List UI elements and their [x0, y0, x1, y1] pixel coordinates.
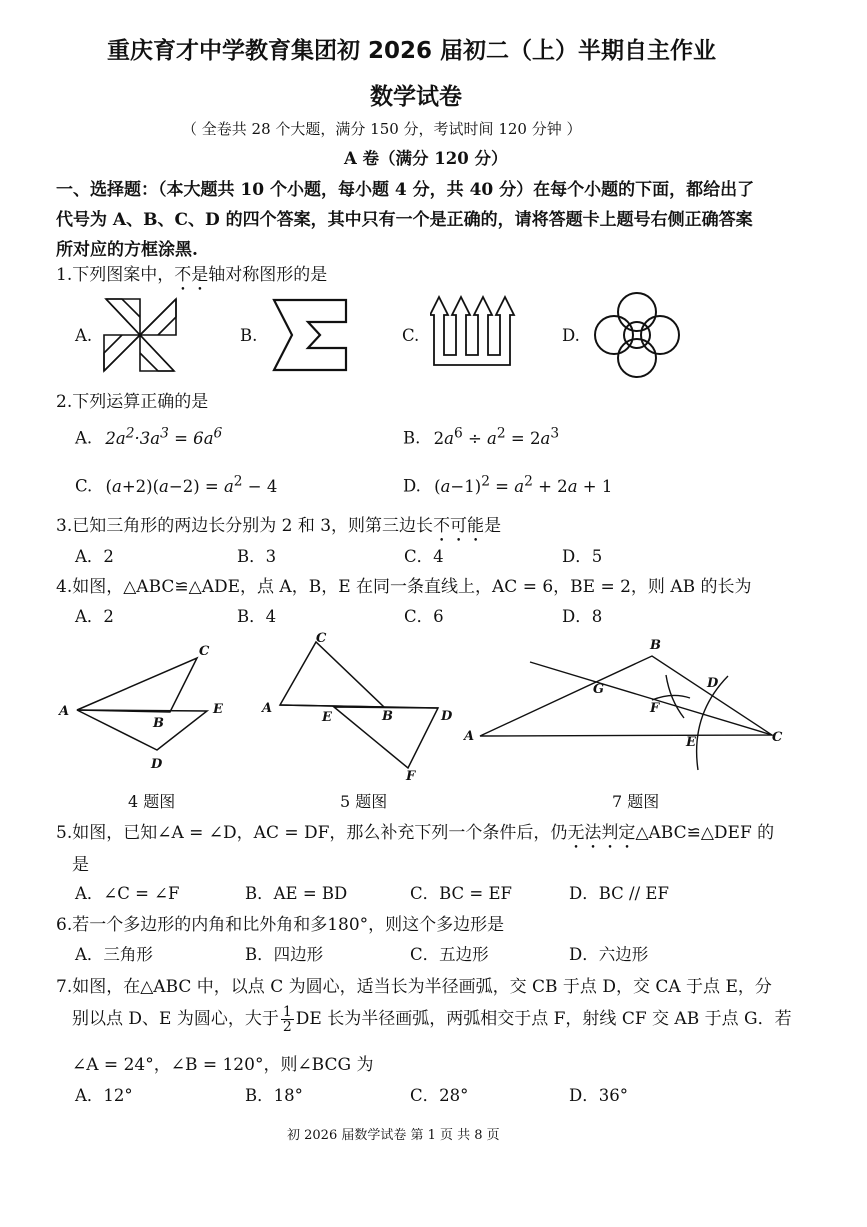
q1-label-b: B. [240, 326, 258, 345]
trident-figure [430, 293, 516, 367]
q7-line3: ∠A = 24°，∠B = 120°，则∠BCG 为 [72, 1055, 374, 1075]
q6-stem: 6.若一个多边形的内角和比外角和多180°，则这个多边形是 [56, 915, 505, 935]
q3-prefix: 3.已知三角形的两边长分别为 2 和 3，则第三边长 [56, 516, 434, 536]
q5-stem [56, 818, 774, 853]
q2-d-label: D. [403, 476, 421, 496]
fig4-label-b: B [153, 716, 164, 731]
exam-title: 重庆育才中学教育集团初 2026 届初二（上）半期自主作业 [107, 38, 717, 64]
q5-option-d: D．BC // EF [569, 884, 669, 903]
part1-line3: 所对应的方框涂黑. [56, 240, 198, 260]
q1-label-d: D. [562, 326, 580, 345]
figure-q5 [258, 630, 458, 785]
q1-stem [56, 260, 327, 295]
q3-stem [56, 511, 501, 546]
q6-option-a: A．三角形 [75, 945, 153, 964]
fig4-label-d: D [151, 757, 163, 772]
q7-option-c: C．28° [410, 1086, 469, 1105]
q6-option-c: C．五边形 [410, 945, 489, 964]
q7-fraction [281, 1005, 294, 1034]
q1-label-a: A. [75, 326, 93, 345]
q3-emphasis: 不可能 [433, 516, 485, 536]
q2-option-d [403, 473, 612, 496]
fig7-caption: 7 题图 [612, 792, 660, 811]
q2-c-formula: $(a+2)(a-2) = a^2 - 4$ [105, 473, 278, 496]
q1-emphasis: 不是 [174, 265, 209, 285]
pinwheel-figure [100, 295, 180, 375]
fig5-label-f: F [406, 769, 416, 784]
sigma-figure [270, 296, 350, 374]
q2-option-b [403, 425, 559, 448]
q5-prefix: 5.如图，已知∠A = ∠D，AC = DF，那么补充下列一个条件后，仍 [56, 823, 568, 843]
q2-option-c [75, 473, 277, 496]
q7-line2-pre: 别以点 D、E 为圆心，大于 [72, 1009, 279, 1029]
q2-a-label: A. [75, 428, 93, 448]
fig5-label-b: B [382, 709, 393, 724]
q5-option-b: B．AE = BD [245, 884, 348, 903]
figure-q4 [55, 640, 235, 775]
exam-meta: （ 全卷共 28 个大题，满分 150 分，考试时间 120 分钟 ） [182, 120, 582, 138]
q7-option-a: A．12° [75, 1086, 133, 1105]
fig7-label-g: G [593, 682, 605, 697]
q3-option-d: D．5 [562, 547, 603, 566]
q7-line1: 7.如图，在△ABC 中，以点 C 为圆心，适当长为半径画弧，交 CB 于点 D，交 CA 于点 E，分 [56, 977, 772, 997]
fig5-label-a: A [262, 701, 273, 716]
fig7-label-c: C [772, 730, 783, 745]
q4-option-c: C．6 [404, 607, 444, 626]
q3-option-c: C．4 [404, 547, 444, 566]
fig5-label-d: D [441, 709, 453, 724]
fig7-label-f: F [650, 701, 660, 716]
q4-option-b: B．4 [237, 607, 277, 626]
q7-frac-den: 2 [282, 1019, 292, 1035]
part1-line2: 代号为 A、B、C、D 的四个答案，其中只有一个是正确的，请将答题卡上题号右侧正确答案 [56, 210, 753, 230]
fig7-label-a: A [464, 729, 475, 744]
part1-line1: 一、选择题：（本大题共 10 个小题，每小题 4 分，共 40 分）在每个小题的下面，都给出了 [56, 180, 755, 200]
q5-option-a: A．∠C = ∠F [75, 884, 180, 903]
fig4-label-e: E [213, 702, 223, 717]
q5-option-c: C．BC = EF [410, 884, 512, 903]
fig4-label-c: C [199, 644, 210, 659]
q2-stem: 2.下列运算正确的是 [56, 392, 209, 412]
fig4-caption: 4 题图 [128, 792, 176, 811]
fig5-label-c: C [316, 631, 327, 646]
q1-suffix: 轴对称图形的是 [208, 265, 328, 285]
exam-subtitle: 数学试卷 [370, 84, 462, 110]
q2-b-label: B. [403, 428, 421, 448]
q5-suffix: △ABC≌△DEF 的 [635, 823, 775, 843]
q3-option-a: A．2 [75, 547, 114, 566]
fig7-label-b: B [650, 638, 661, 653]
q5-line2: 是 [72, 855, 89, 875]
q2-a-formula: $2a^2\cdot 3a^3 = 6a^6$ [105, 425, 223, 448]
q7-option-b: B．18° [245, 1086, 303, 1105]
q2-b-formula: $2a^6 \div a^2 = 2a^3$ [433, 425, 560, 448]
section-a-title: A 卷（满分 120 分） [344, 149, 508, 168]
q2-d-formula: $(a-1)^2 = a^2 + 2a + 1$ [434, 473, 613, 496]
page-footer: 初 2026 届数学试卷 第 1 页 共 8 页 [287, 1128, 500, 1143]
q3-option-b: B．3 [237, 547, 277, 566]
fig7-label-e: E [686, 735, 696, 750]
flower-figure [592, 290, 682, 380]
q7-frac-num: 1 [282, 1004, 292, 1020]
q4-option-d: D．8 [562, 607, 603, 626]
q4-option-a: A．2 [75, 607, 114, 626]
q3-suffix: 是 [484, 516, 502, 536]
q2-c-label: C. [75, 476, 93, 496]
q2-option-a [75, 425, 222, 448]
q6-option-b: B．四边形 [245, 945, 324, 964]
q5-emphasis: 无法判定 [567, 823, 636, 843]
q1-label-c: C. [402, 326, 420, 345]
q7-option-d: D．36° [569, 1086, 628, 1105]
q1-prefix: 1.下列图案中， [56, 265, 175, 285]
q4-stem: 4.如图，△ABC≌△ADE，点 A，B，E 在同一条直线上，AC = 6，BE = 2，则 AB 的长为 [56, 577, 752, 597]
q6-option-d: D．六边形 [569, 945, 649, 964]
fig4-label-a: A [59, 704, 70, 719]
q7-line2-post: DE 长为半径画弧，两弧相交于点 F，射线 CF 交 AB 于点 G．若 [295, 1009, 792, 1029]
fig5-label-e: E [322, 710, 332, 725]
figure-q7 [462, 630, 792, 780]
q7-line2 [72, 1004, 792, 1034]
fig5-caption: 5 题图 [340, 792, 388, 811]
fig7-label-d: D [707, 676, 719, 691]
